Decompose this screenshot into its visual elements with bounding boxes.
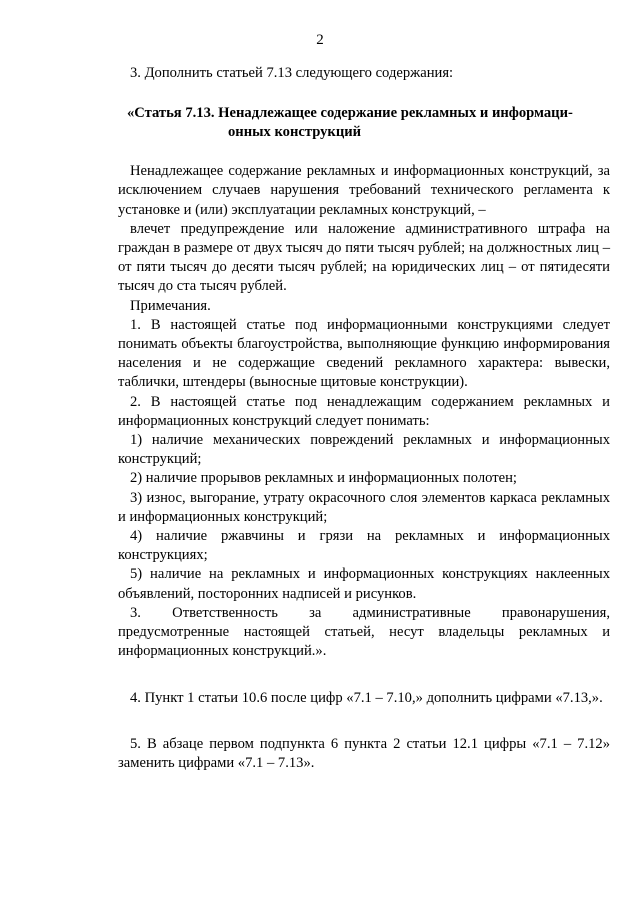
note-2-subitem-3: 3) износ, выгорание, утрату окрасочного слоя элементов каркаса рекламных и информационных конструкций; xyxy=(118,489,610,525)
amendment-item-4: 4. Пункт 1 статьи 10.6 после цифр «7.1 – 7.10,» дополнить цифрами «7.13,». xyxy=(130,690,603,707)
article-sanction: влечет предупреждение или наложение административного штрафа на граждан в размере от двух тысяч до пяти тысяч рублей; на должностных лиц – от пяти тысяч до десяти тысяч рублей; на юридических лиц – от пятидесяти тысяч до ста тысяч рублей. xyxy=(118,220,610,295)
page-number: 2 xyxy=(316,32,324,48)
article-title-line-1: «Статья 7.13. Ненадлежащее содержание рекламных и информаци- xyxy=(127,105,573,122)
note-1: 1. В настоящей статье под информационными конструкциями следует понимать объекты благоустройства, выполняющие функцию информирования населения и не содержащие сведений рекламного характера: вывески, таблички, штендеры (выносные щитовые конструкции). xyxy=(118,316,610,391)
amendment-item-5: 5. В абзаце первом подпункта 6 пункта 2 статьи 12.1 цифры «7.1 – 7.12» заменить цифрами «7.1 – 7.13». xyxy=(118,735,610,771)
article-title xyxy=(118,104,610,142)
note-2-subitem-4: 4) наличие ржавчины и грязи на рекламных и информационных конструкциях; xyxy=(118,528,610,564)
note-2-subitem-5: 5) наличие на рекламных и информационных конструкциях наклеенных объявлений, посторонних надписей и рисунков. xyxy=(118,566,610,602)
note-3: 3. Ответственность за административные правонарушения, предусмотренные настоящей статьей, несут владельцы рекламных и информационных конструкций.». xyxy=(118,604,610,660)
article-disposition: Ненадлежащее содержание рекламных и информационных конструкций, за исключением случаев нарушения требований технического регламента к установке и (или) эксплуатации рекламных конструкций, – xyxy=(118,163,610,218)
article-title-line-2: онных конструкций xyxy=(228,124,362,141)
document-body xyxy=(118,64,610,773)
note-2-subitem-2: 2) наличие прорывов рекламных и информационных полотен; xyxy=(130,470,517,487)
amendment-item-3: 3. Дополнить статьей 7.13 следующего содержания: xyxy=(130,65,454,81)
note-2-subitem-1: 1) наличие механических повреждений рекламных и информационных конструкций; xyxy=(118,432,610,468)
notes-heading: Примечания. xyxy=(130,297,211,314)
note-2: 2. В настоящей статье под ненадлежащим содержанием рекламных и информационных конструкций следует понимать: xyxy=(118,393,610,429)
